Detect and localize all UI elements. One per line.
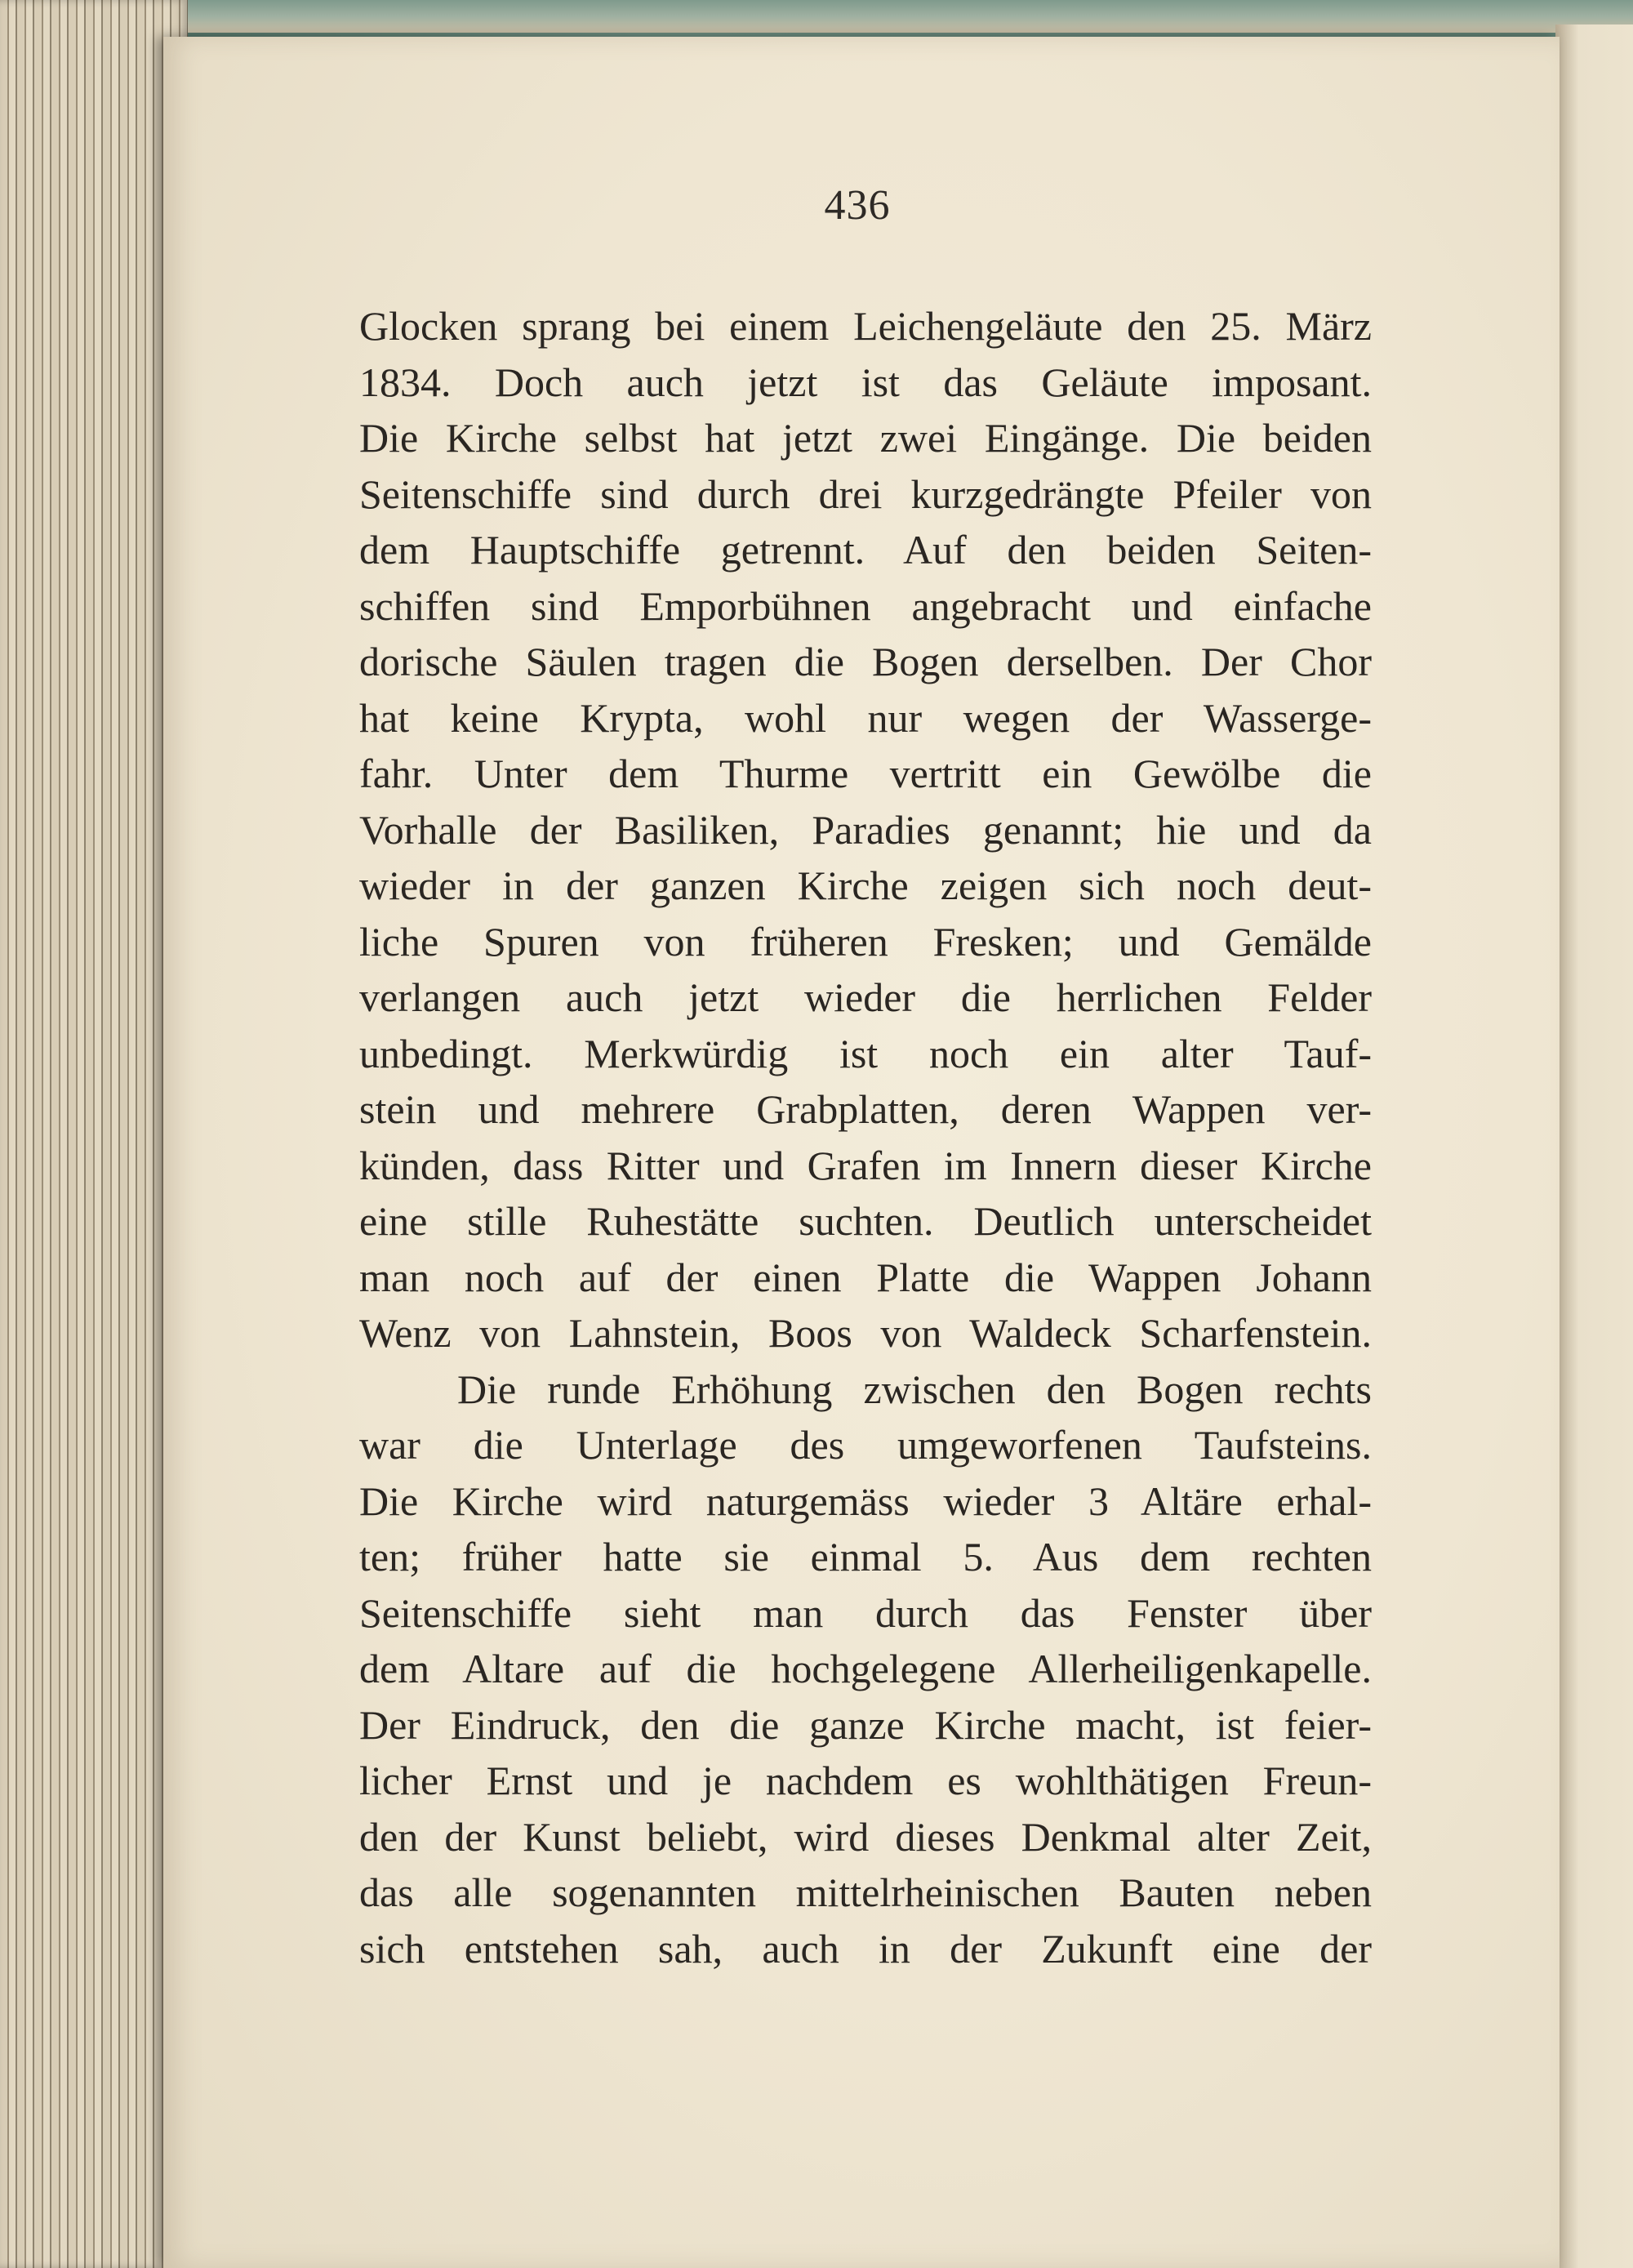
text-line: künden, dass Ritter und Grafen im Innern dieser Kirche xyxy=(359,1142,1372,1188)
text-line: Der Eindruck, den die ganze Kirche macht, ist feier- xyxy=(359,1701,1372,1748)
text-line: dem Altare auf die hochgelegene Allerheiligenkapelle. xyxy=(359,1646,1372,1691)
text-line: unbedingt. Merkwürdig ist noch ein alter Tauf- xyxy=(359,1030,1372,1076)
text-line: dorische Säulen tragen die Bogen derselben. Der Chor xyxy=(359,639,1372,684)
text-line: Die Kirche selbst hat jetzt zwei Eingänge. Die beiden xyxy=(359,415,1372,461)
text-line: wieder in der ganzen Kirche zeigen sich noch deut- xyxy=(359,862,1372,908)
text-line: dem Hauptschiffe getrennt. Auf den beiden Seiten- xyxy=(359,527,1372,573)
book-top-edge xyxy=(0,0,1633,33)
text-line: hat keine Krypta, wohl nur wegen der Wasserge- xyxy=(359,694,1372,741)
text-line: Wenz von Lahnstein, Boos von Waldeck Scharfenstein. xyxy=(359,1310,1372,1356)
text-line: Vorhalle der Basiliken, Paradies genannt; hie und da xyxy=(359,806,1372,853)
body-text xyxy=(359,298,1372,1976)
paragraph-start-line: Die runde Erhöhung zwischen den Bogen rechts xyxy=(457,1366,1372,1412)
text-line: das alle sogenannten mittelrheinischen Bauten neben xyxy=(359,1869,1372,1915)
stacked-page-edges xyxy=(0,0,188,2268)
text-line: schiffen sind Emporbühnen angebracht und einfache xyxy=(359,582,1372,629)
text-line: verlangen auch jetzt wieder die herrlichen Felder xyxy=(359,974,1372,1020)
text-line: war die Unterlage des umgeworfenen Taufsteins. xyxy=(359,1422,1372,1468)
text-line: licher Ernst und je nachdem es wohlthätigen Freun- xyxy=(359,1758,1372,1803)
text-line: sich entstehen sah, auch in der Zukunft eine der xyxy=(359,1925,1372,1972)
text-line: den der Kunst beliebt, wird dieses Denkmal alter Zeit, xyxy=(359,1813,1372,1860)
text-line: man noch auf der einen Platte die Wappen Johann xyxy=(359,1254,1372,1300)
text-line: Seitenschiffe sind durch drei kurzgedrängte Pfeiler von xyxy=(359,470,1372,517)
text-line: Seitenschiffe sieht man durch das Fenster über xyxy=(359,1589,1372,1636)
page-number: 436 xyxy=(824,182,891,229)
text-line: Die Kirche wird naturgemäss wieder 3 Altäre erhal- xyxy=(359,1477,1372,1524)
text-line: fahr. Unter dem Thurme vertritt ein Gewölbe die xyxy=(359,751,1372,796)
text-line: eine stille Ruhestätte suchten. Deutlich unterscheidet xyxy=(359,1198,1372,1244)
text-line: stein und mehrere Grabplatten, deren Wappen ver- xyxy=(359,1086,1372,1132)
text-line: liche Spuren von früheren Fresken; und Gemälde xyxy=(359,918,1372,965)
text-line: ten; früher hatte sie einmal 5. Aus dem rechten xyxy=(359,1534,1372,1580)
next-page-edge xyxy=(1555,25,1633,2268)
text-line: Glocken sprang bei einem Leichengeläute den 25. März xyxy=(359,303,1372,349)
text-line: 1834. Doch auch jetzt ist das Geläute imposant. xyxy=(359,359,1372,405)
